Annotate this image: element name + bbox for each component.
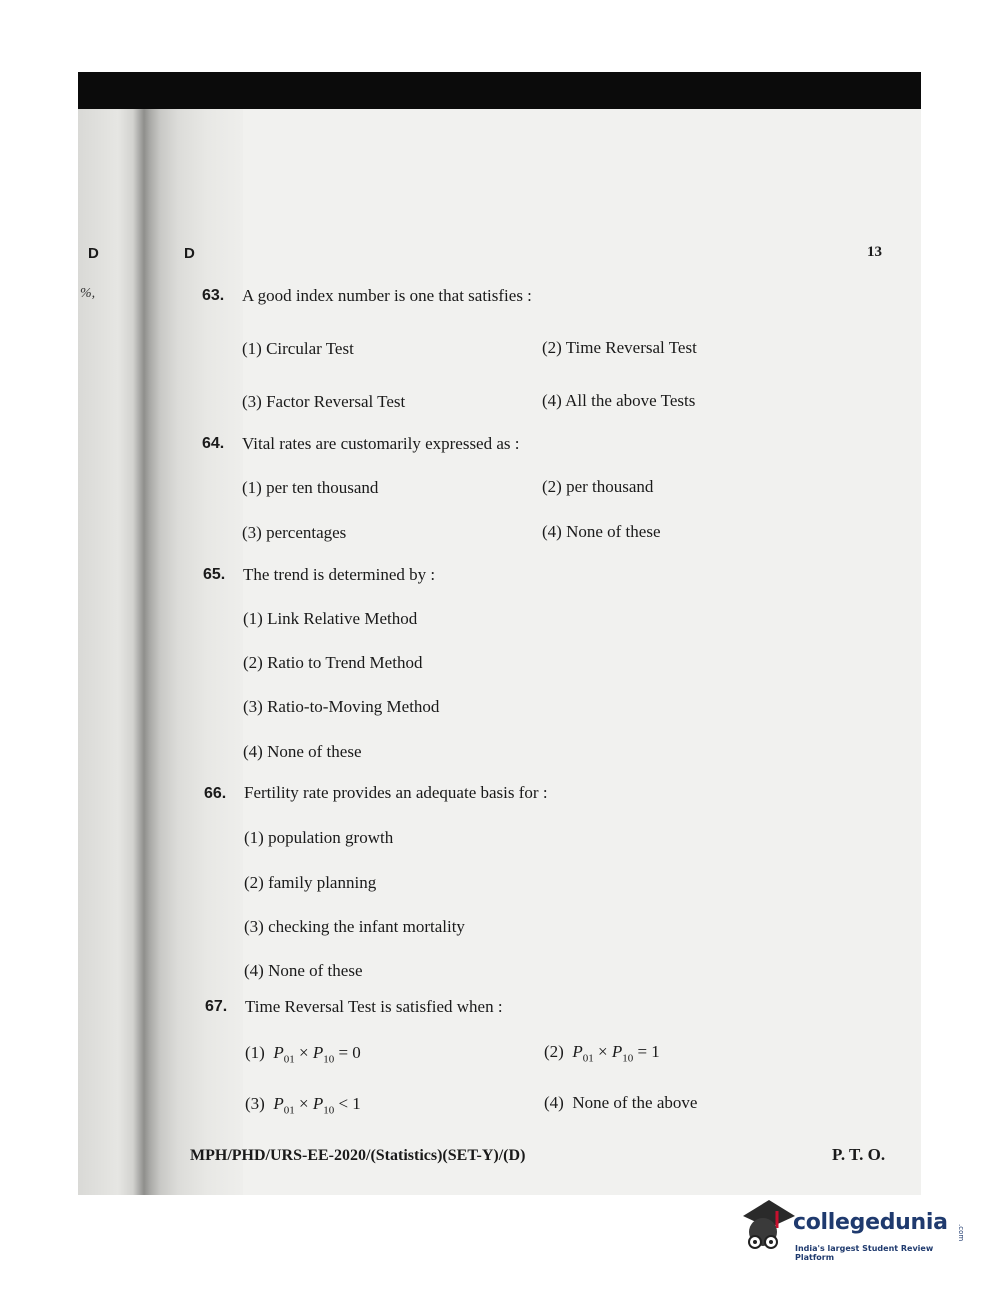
option-label: (4): [544, 1093, 564, 1112]
question-text: Time Reversal Test is satisfied when :: [245, 997, 503, 1016]
formula-operator: ×: [298, 1094, 309, 1113]
option: (3) percentages: [242, 523, 347, 542]
question-number: 64.: [202, 435, 225, 452]
option: (4) None of these: [243, 742, 362, 761]
option: (2) Time Reversal Test: [542, 338, 697, 357]
question-text: The trend is determined by :: [243, 565, 436, 584]
option-formula: [544, 1042, 660, 1064]
formula-subscript: 10: [323, 1104, 335, 1117]
formula-subscript: 01: [283, 1053, 295, 1066]
formula: [572, 1042, 660, 1065]
collegedunia-logo: [735, 1198, 965, 1268]
logo-domain: .com: [957, 1224, 965, 1242]
option: (1) population growth: [244, 828, 394, 847]
question-number: 67.: [205, 998, 228, 1015]
question-text: Fertility rate provides an adequate basis for :: [244, 783, 548, 802]
option-label: (3): [245, 1094, 265, 1113]
option: (4) All the above Tests: [542, 391, 696, 410]
option: (1) Link Relative Method: [243, 609, 418, 628]
set-letter-left: D: [88, 245, 99, 262]
option: (2) family planning: [244, 873, 377, 892]
option-formula: [245, 1043, 361, 1065]
question-number: 66.: [204, 785, 227, 802]
scanned-page: [78, 72, 921, 1195]
question-text: Vital rates are customarily expressed as :: [242, 434, 520, 453]
formula-operator: ×: [298, 1043, 309, 1062]
option: (3) checking the infant mortality: [244, 917, 465, 936]
option-label: (1): [245, 1043, 265, 1062]
question-number: 63.: [202, 287, 225, 304]
set-letter: D: [184, 245, 195, 262]
page-number: 13: [867, 244, 882, 260]
formula-relation: = 1: [637, 1042, 660, 1061]
option: (1) per ten thousand: [242, 478, 379, 497]
scan-top-border: [78, 72, 921, 109]
option: (1) Circular Test: [242, 339, 354, 358]
paper-code: MPH/PHD/URS-EE-2020/(Statistics)(SET-Y)/(D): [190, 1147, 526, 1164]
question-number: 65.: [203, 566, 226, 583]
option: (4) None of these: [244, 961, 363, 980]
logo-wordmark: collegedunia: [793, 1210, 948, 1235]
option-formula: [245, 1094, 361, 1116]
option: (2) per thousand: [542, 477, 654, 496]
formula-subscript: 10: [323, 1053, 335, 1066]
option: (3) Factor Reversal Test: [242, 392, 406, 411]
option: (4) None of these: [542, 522, 661, 541]
formula-symbol: P: [273, 1094, 284, 1113]
formula-subscript: 10: [622, 1052, 634, 1065]
mascot-icon: [735, 1198, 795, 1258]
formula-relation: = 0: [338, 1043, 361, 1062]
option-text: None of the above: [572, 1093, 698, 1112]
page-turn-note: P. T. O.: [832, 1145, 886, 1164]
formula-subscript: 01: [283, 1104, 295, 1117]
option: (2) Ratio to Trend Method: [243, 653, 423, 672]
formula-relation: < 1: [338, 1094, 361, 1113]
option: (3) Ratio-to-Moving Method: [243, 697, 440, 716]
formula-symbol: P: [273, 1043, 284, 1062]
option-label: (2): [544, 1042, 564, 1061]
logo-tagline: India's largest Student Review Platform: [795, 1244, 934, 1262]
formula-operator: ×: [597, 1042, 608, 1061]
formula: [273, 1043, 361, 1066]
formula-symbol: P: [312, 1094, 324, 1113]
formula: [273, 1094, 361, 1117]
formula-symbol: P: [611, 1042, 623, 1061]
question-text: A good index number is one that satisfies :: [242, 286, 532, 305]
book-spine-shadow: [78, 109, 243, 1195]
formula-symbol: P: [572, 1042, 583, 1061]
formula-symbol: P: [312, 1043, 324, 1062]
formula-subscript: 01: [582, 1052, 594, 1065]
margin-mark: %,: [80, 286, 96, 301]
option: [544, 1093, 697, 1113]
